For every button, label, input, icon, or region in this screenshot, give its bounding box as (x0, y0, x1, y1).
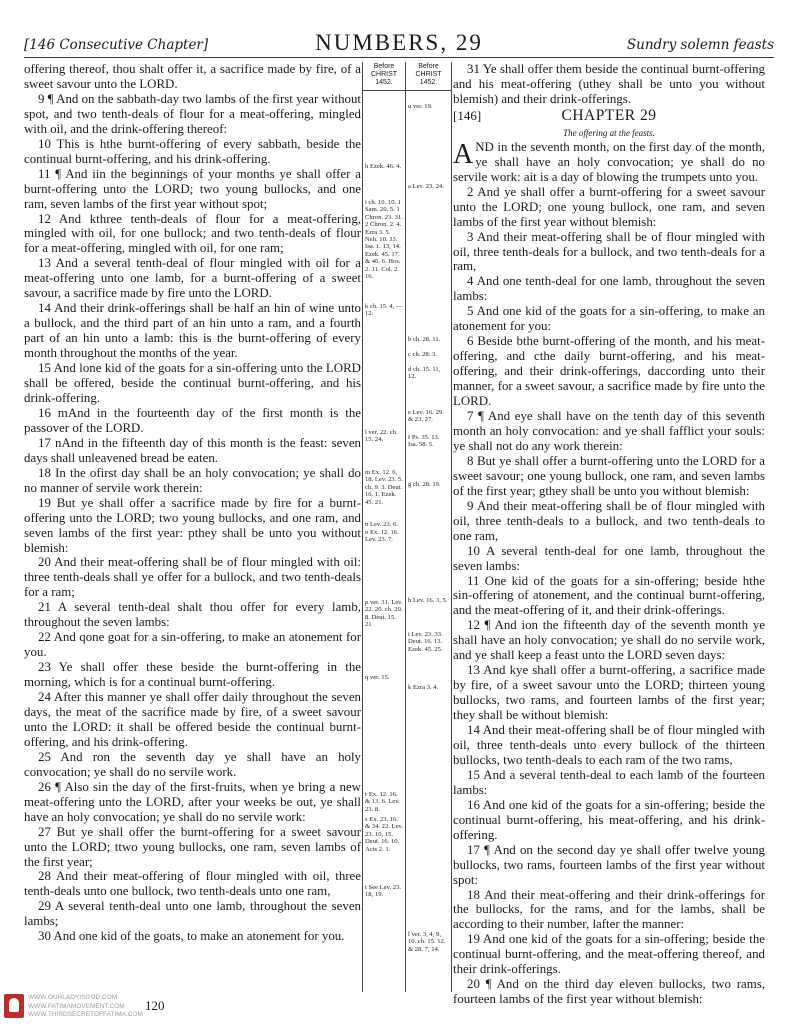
cross-reference-list (406, 91, 451, 981)
verse-paragraph: 22 And qone goat for a sin-offering, to make an atonement for you. (24, 630, 361, 660)
cross-reference: h Ezek. 46. 4. (365, 163, 402, 170)
verse-paragraph: 17 ¶ And on the second day ye shall offer twelve young bullocks, two rams, fourteen lambs of the first year without spot: (453, 842, 765, 887)
verse-paragraph: 15 And a several tenth-deal to each lamb of the fourteen lambs: (453, 767, 765, 797)
chapter-subtitle: The offering at the feasts. (563, 127, 655, 138)
verse-paragraph: 19 And one kid of the goats for a sin-offering; beside the continual burnt-offering, and the meat-offering thereof, and their drink-offerings. (453, 932, 765, 977)
verse-paragraph: 18 And their meat-offering and their drink-offerings for the bullocks, for the rams, and for the lambs, shall be according to their number, lafter the manner: (453, 887, 765, 932)
cross-reference: m Ex. 12. 6, 18. Lev. 23. 5. ch. 9. 3. Deut. 16. 1. Ezek. 45. 21. (365, 469, 403, 506)
cross-reference-list (363, 91, 405, 981)
verse-paragraph: 9 ¶ And on the sabbath-day two lambs of the first year without spot, and two tenth-deals of flour for a meat-offering, mingled with oil, and the drink-offering thereof: (24, 91, 361, 136)
site-logo (4, 994, 24, 1018)
cross-reference: r Ex. 12. 16. & 13. 6. Lev. 23. 8. (365, 791, 400, 813)
verse-paragraph: 30 And one kid of the goats, to make an atonement for you. (38, 929, 345, 944)
cross-reference: u ver. 19. (408, 103, 433, 110)
verse-paragraph: 9 And their meat-offering shall be of flour mingled with oil, three tenth-deals to a bullock, and two tenth-deals to one ram, (453, 498, 765, 543)
cross-reference: b ch. 28. 11. (408, 336, 441, 343)
verse-paragraph: 10 This is hthe burnt-offering of every sabbath, beside the continual burnt-offering, and his drink-offering. (24, 136, 361, 166)
verse-paragraph: 3 And their meat-offering shall be of flour mingled with oil, three tenth-deals for a bullock, and two tenth-deals for a ram, (453, 229, 765, 274)
cross-reference: o Ex. 12. 16. Lev. 23. 7. (365, 529, 399, 544)
verse-paragraph (453, 140, 765, 185)
verse-paragraph: 16 mAnd in the fourteenth day of the first month is the passover of the LORD. (24, 405, 361, 435)
verse-paragraph: 16 And one kid of the goats for a sin-offering; beside the continual burnt-offering, his meat-offering, and his drink-offering. (453, 797, 765, 842)
verse-paragraph: 5 And one kid of the goats for a sin-offering, to make an atonement for you: (453, 304, 765, 334)
page-header (24, 30, 774, 58)
left-reference-margin (362, 62, 406, 992)
cross-reference: n Lev. 23. 6. (365, 521, 398, 528)
watermark-line: WWW.OURLADYISGOD.COM (28, 994, 118, 1001)
cross-reference: i Lev. 23. 33. Deut. 16. 13. Ezek. 45. 25. (408, 631, 443, 653)
cross-reference: k ch. 15. 4, —12. (365, 303, 403, 318)
verse-paragraph: 26 ¶ Also sin the day of the first-fruits, when ye bring a new meat-offering unto the LORD, after your weeks be out, ye shall have an holy convocation; ye shall do no servile work: (24, 779, 361, 824)
cross-reference: h Lev. 16. 3, 5. (408, 597, 448, 604)
watermark-line: WWW.THIRDSECRETOFFATIMA.COM (28, 1011, 143, 1018)
cross-reference: q ver. 15. (365, 674, 390, 681)
verse-paragraph: 25 And ron the seventh day ye shall have an holy convocation; ye shall do no servile work. (24, 749, 361, 779)
website-watermark (28, 994, 143, 1020)
page-number: 120 (145, 998, 165, 1013)
right-text-column (453, 62, 765, 1007)
verse-paragraph: 14 And their drink-offerings shall be half an hin of wine unto a bullock, and the third part of an hin unto a ram, and a fourth part of an hin unto a lamb: this is the burnt-offering of every month throughout the months of the year. (24, 301, 361, 361)
verse-paragraph: 2 And ye shall offer a burnt-offering for a sweet savour unto the LORD; one young bullock, one ram, and seven lambs of the first year without blemish: (453, 184, 765, 229)
verse-paragraph: 13 And a several tenth-deal of flour mingled with oil for a meat-offering unto one lamb, for a burnt-offering of a sweet savour, a sacrifice made by fire unto the LORD. (24, 256, 361, 301)
cross-reference: s Ex. 23. 16. & 34. 22. Lev. 23. 10, 15. Deut. 16. 10. Acts 2. 1. (365, 816, 404, 853)
verse-paragraph: 13 And kye shall offer a burnt-offering, a sacrifice made by fire, of a sweet savour unto the LORD; thirteen young bullocks, two rams, and fourteen lambs of the first year; they shall be without blemish: (453, 663, 765, 723)
verse-paragraph: 23 Ye shall offer these beside the burnt-offering in the morning, which is for a continual burnt-offering. (24, 660, 361, 690)
verse-paragraph: 17 nAnd in the fifteenth day of this month is the feast: seven days shall unleavened bread be eaten. (24, 435, 361, 465)
cross-reference: p ver. 31. Lev. 22. 20. ch. 29. 8. Deut. 15. 21 (365, 599, 403, 629)
section-heading: Sundry solemn feasts (626, 37, 774, 53)
chapter-heading (453, 106, 765, 139)
watermark-line: WWW.FATIMAMOVEMENT.COM (28, 1002, 125, 1010)
verse-paragraph: 10 A several tenth-deal for one lamb, throughout the seven lambs: (453, 543, 765, 573)
verse-paragraph: 11 One kid of the goats for a sin-offering; beside hthe sin-offering of atonement, and the continual burnt-offering, and the meat-offering of it, and their drink-offerings. (453, 573, 765, 618)
verse-paragraph: 7 ¶ And eye shall have on the tenth day of this seventh month an holy convocation: and ye shall fafflict your souls: ye shall not do any work therein: (453, 409, 765, 453)
cross-reference: k Ezra 3. 4. (408, 684, 439, 691)
chapter-number: [146] (453, 107, 482, 123)
verse-paragraph: 24 After this manner ye shall offer daily throughout the seven days, the meat of the sacrifice made by fire, of a sweet savour unto the LORD: it shall be offered beside the continual burnt-offering, and his drink-offering. (24, 690, 361, 749)
verse-paragraph: 15 And lone kid of the goats for a sin-offering unto the LORD shall be offered, beside the continual burnt-offering, and his drink-offering. (24, 361, 361, 405)
verse-paragraph: 27 But ye shall offer the burnt-offering for a sweet savour unto the LORD; ttwo young bullocks, one ram, seven lambs of the first year; (24, 824, 361, 869)
verse-paragraph: 31 Ye shall offer them beside the continual burnt-offering and his meat-offering (uthey shall be unto you without blemish) and their drink-offerings. (453, 62, 765, 106)
verse-paragraph: 14 And their meat-offering shall be of flour mingled with oil, three tenth-deals unto every bullock of the thirteen bullocks, two tenth-deals to each ram of the two rams, (453, 723, 765, 767)
verse-paragraph: 12 ¶ And ion the fifteenth day of the seventh month ye shall have an holy convocation; ye shall do no servile work, and ye shall keep a feast unto the LORD seven days: (453, 618, 765, 663)
left-text-column (24, 62, 361, 992)
drop-cap: A (453, 138, 474, 170)
verse-paragraph: 29 A several tenth-deal unto one lamb, throughout the seven lambs; (24, 899, 361, 929)
consecutive-chapter-label: [146 Consecutive Chapter] (24, 37, 209, 53)
verse-paragraph: 20 ¶ And on the third day eleven bullocks, two rams, fourteen lambs of the first year without blemish: (453, 977, 765, 1007)
verse-paragraph: 28 And their meat-offering of flour mingled with oil, three tenth-deals unto one bullock, two tenth-deals unto one ram, (24, 869, 361, 899)
cross-reference: l ver. 3, 4, 9, 10. ch. 15. 12. & 28. 7, 14. (408, 931, 446, 953)
verse-paragraph: offering thereof, thou shalt offer it, a sacrifice made by fire, of a sweet savour unto the LORD. (24, 62, 361, 91)
margin-date-heading: Before CHRIST 1452. (363, 62, 405, 91)
verse-paragraph: 11 ¶ And iin the beginnings of your months ye shall offer a burnt-offering unto the LORD; two young bullocks, and one ram, seven lambs of the first year without spot; (24, 166, 361, 211)
cross-reference: g ch. 28. 19. (408, 481, 441, 488)
cross-reference: d ch. 15. 11, 12. (408, 366, 441, 381)
cross-reference: l ver. 22. ch. 15. 24. (365, 429, 398, 444)
verse-paragraph: 20 And their meat-offering shall be of flour mingled with oil: three tenth-deals shall ye offer for a bullock, and two tenth-deals for a ram; (24, 555, 361, 600)
cross-reference: i ch. 10. 10. 1 Sam. 20. 5. 1 Chron. 23. 31. 2 Chron. 2. 4. Ezra 3. 5. Neh. 10. 33. Isa. 1. 13, 14. Ezek. 45. 17. & 46. 6. Hos. 2. 11. Col. 2. 16. (365, 199, 403, 281)
verse-paragraph: 8 But ye shall offer a burnt-offering unto the LORD for a sweet savour; one young bullock, one ram, and seven lambs of the first year; gthey shall be unto you without blemish: (453, 453, 765, 498)
verse-paragraph: 12 And kthree tenth-deals of flour for a meat-offering, mingled with oil, for one bullock; and two tenth-deals of flour for a meat-offering, mingled with oil, for one ram; (24, 211, 361, 256)
cross-reference: a Lev. 23. 24. (408, 183, 444, 190)
verse-paragraph: 6 Beside bthe burnt-offering of the month, and his meat-offering, and cthe daily burnt-offering, and his meat-offering, and their drink-offerings, daccording unto their manner, for a sweet savour, a sacrifice made by fire unto the LORD. (453, 334, 765, 409)
cross-reference: c ch. 28. 3. (408, 351, 437, 358)
verse-text: ND in the seventh month, on the first day of the month, ye shall have an holy convocation; ye shall do no servile work: ait is a day of blowing the trumpets unto you. (453, 139, 765, 184)
verse-paragraph: 21 A several tenth-deal shalt thou offer for every lamb, throughout the seven lambs: (24, 600, 361, 630)
right-reference-margin (406, 62, 452, 992)
margin-date-heading: Before CHRIST 1452. (406, 62, 451, 91)
chapter-title: CHAPTER 29 (561, 106, 657, 124)
cross-reference: e Lev. 16. 29. & 23. 27. (408, 409, 444, 424)
verse-paragraph: 19 But ye shall offer a sacrifice made by fire for a burnt-offering unto the LORD; two young bullocks, and one ram, and seven lambs of the first year: pthey shall be unto you without blemish: (24, 495, 361, 555)
cross-reference: f Ps. 35. 13. Isa. 58. 5. (408, 434, 440, 449)
verse-paragraph: 4 And one tenth-deal for one lamb, throughout the seven lambs: (453, 274, 765, 304)
verse-paragraph: 18 In the ofirst day shall be an holy convocation; ye shall do no manner of servile work therein: (24, 465, 361, 495)
cross-reference: t See Lev. 23. 18, 19. (365, 884, 402, 899)
book-chapter-title: NUMBERS, 29 (315, 30, 483, 55)
